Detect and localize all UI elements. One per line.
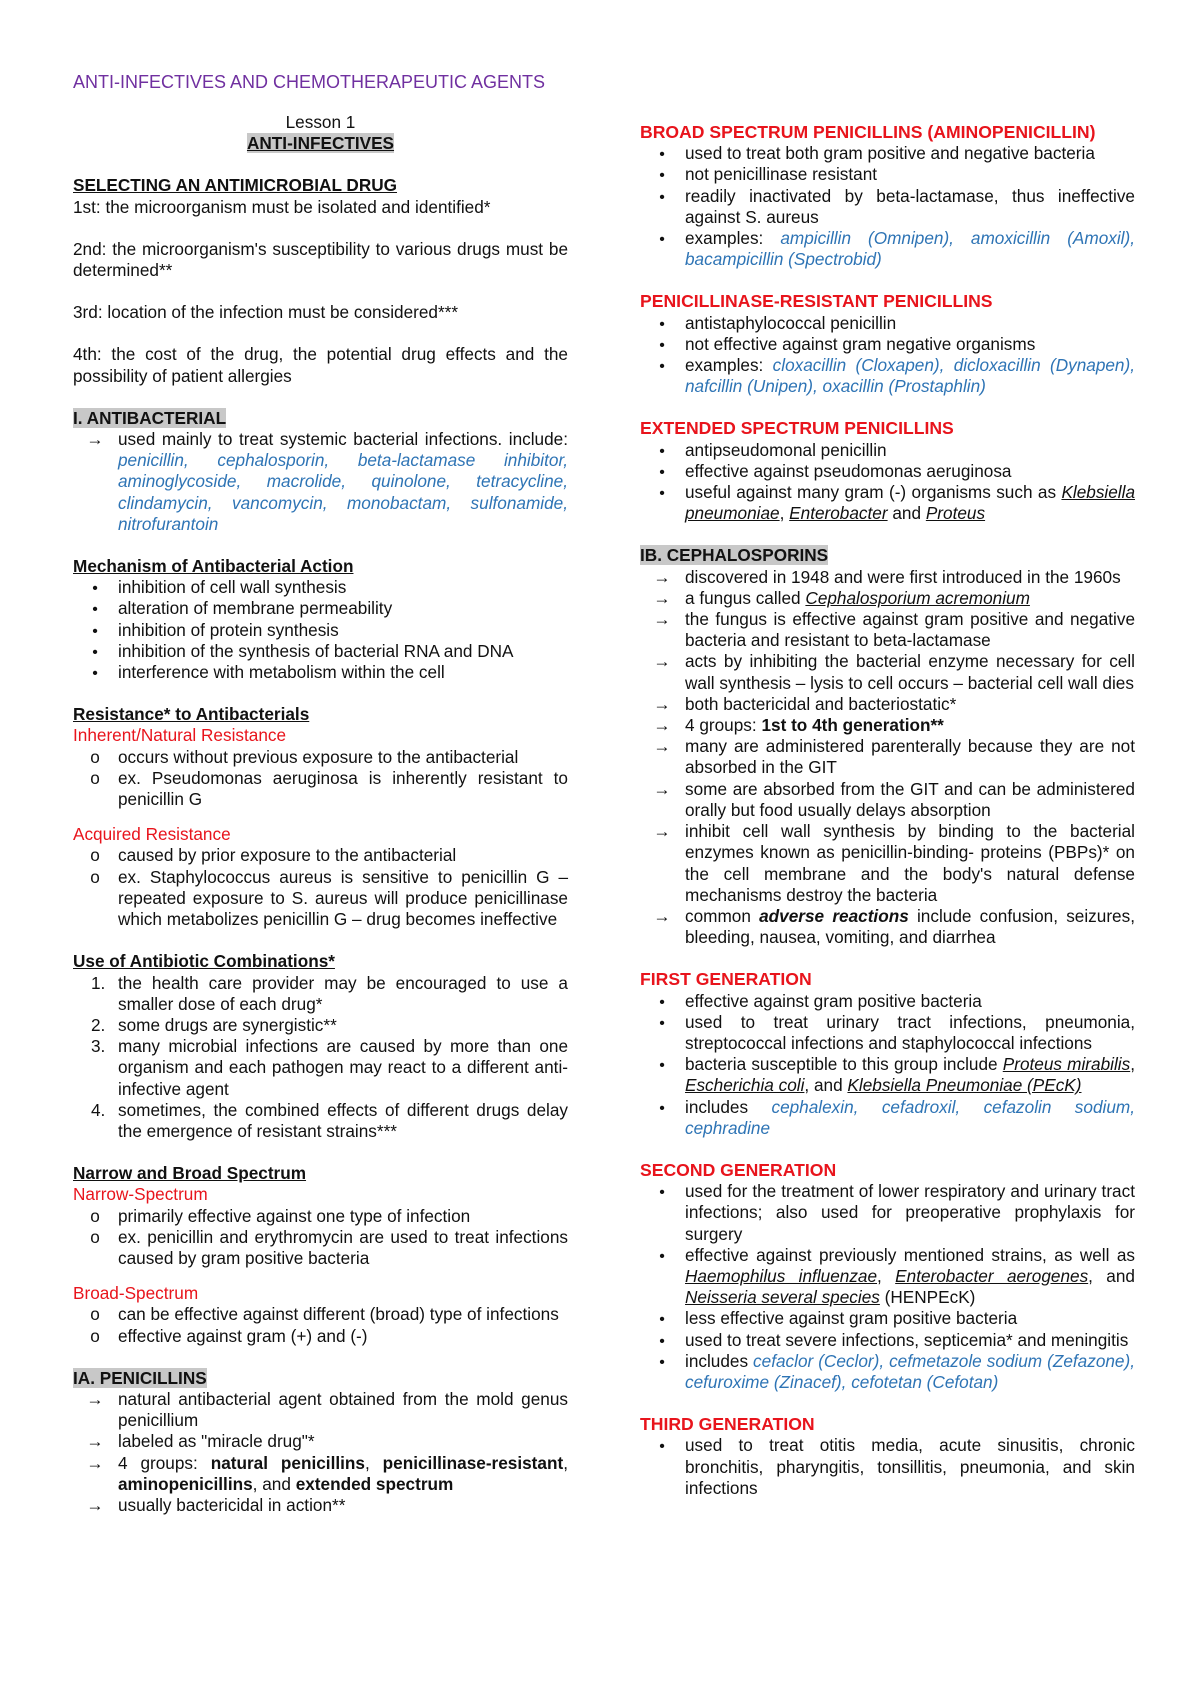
list-item: • inhibition of protein synthesis [73, 620, 568, 641]
selecting-fourth: 4th: the cost of the drug, the potential drug effects and the possibility of patient allergies [73, 344, 568, 386]
list-item: → a fungus called Cephalosporium acremonium [640, 588, 1135, 609]
list-item: → some are absorbed from the GIT and can be administered orally but food usually delays absorption [640, 779, 1135, 821]
list-item: • examples: cloxacillin (Cloxapen), dicloxacillin (Dynapen), nafcillin (Unipen), oxacillin (Prostaphlin) [640, 355, 1135, 397]
penicillins-heading: IA. PENICILLINS [73, 1367, 207, 1388]
list-item: o caused by prior exposure to the antibacterial [73, 845, 568, 866]
cephalosporins-heading: IB. CEPHALOSPORINS [640, 545, 829, 566]
antibacterial-heading: I. ANTIBACTERIAL [73, 407, 227, 428]
penase-pen-heading: PENICILLINASE-RESISTANT PENICILLINS [640, 291, 993, 312]
list-item: • effective against previously mentioned strains, as well as Haemophilus influenzae, Enterobacter aerogenes, and Neisseria several species (HENPEcK) [640, 1245, 1135, 1309]
list-item: • includes cefaclor (Ceclor), cefmetazole sodium (Zefazone), cefuroxime (Zinacef), cefotetan (Cefotan) [640, 1351, 1135, 1393]
list-item: 4. sometimes, the combined effects of different drugs delay the emergence of resistant strains*** [91, 1099, 568, 1141]
list-item: • not penicillinase resistant [640, 164, 1135, 185]
list-item: o ex. Pseudomonas aeruginosa is inherently resistant to penicillin G [73, 768, 568, 810]
selecting-heading: SELECTING AN ANTIMICROBIAL DRUG [73, 175, 398, 196]
list-item: → 4 groups: natural penicillins, penicillinase-resistant, aminopenicillins, and extended spectrum [73, 1453, 568, 1495]
list-item: • effective against pseudomonas aeruginosa [640, 461, 1135, 482]
broad-pen-heading: BROAD SPECTRUM PENICILLINS (AMINOPENICILLIN) [640, 122, 1096, 142]
list-item: • used to treat urinary tract infections, pneumonia, streptococcal infections and staphylococcal infections [640, 1012, 1135, 1054]
document-title: ANTI-INFECTIVES AND CHEMOTHERAPEUTIC AGENTS [73, 72, 546, 92]
list-item: • alteration of membrane permeability [73, 598, 568, 619]
broad-list [73, 1304, 568, 1346]
combinations-heading: Use of Antibiotic Combinations* [73, 951, 335, 972]
list-item: o can be effective against different (broad) type of infections [73, 1304, 568, 1325]
list-item: → inhibit cell wall synthesis by binding to the bacterial enzymes known as penicillin-binding- proteins (PBPs)* on the cell membrane and the body's natural defense mechanisms destroy the bacteria [640, 821, 1135, 906]
list-item: → usually bactericidal in action** [73, 1495, 568, 1516]
list-item: • useful against many gram (-) organisms such as Klebsiella pneumoniae, Enterobacter and Proteus [640, 482, 1135, 524]
list-item: → used mainly to treat systemic bacterial infections. include: penicillin, cephalosporin, beta-lactamase inhibitor, aminoglycoside, macrolide, quinolone, tetracycline, clindamycin, vancomycin, monobactam, sulfonamide, nitrofurantoin [73, 429, 568, 535]
ext-pen-heading: EXTENDED SPECTRUM PENICILLINS [640, 418, 954, 439]
list-item: • effective against gram positive bacteria [640, 991, 1135, 1012]
selecting-third: 3rd: location of the infection must be considered*** [73, 302, 459, 323]
list-item: 1. the health care provider may be encouraged to use a smaller dose of each drug* [91, 972, 568, 1014]
list-item: 2. some drugs are synergistic** [91, 1014, 337, 1035]
list-item: • includes cephalexin, cefadroxil, cefazolin sodium, cephradine [640, 1097, 1135, 1139]
third-gen-list [640, 1435, 1135, 1499]
first-gen-list [640, 991, 1135, 1139]
list-item: → 4 groups: 1st to 4th generation** [640, 715, 1135, 736]
mechanism-heading: Mechanism of Antibacterial Action [73, 556, 354, 577]
list-item: • bacteria susceptible to this group include Proteus mirabilis, Escherichia coli, and Klebsiella Pneumoniae (PEcK) [640, 1054, 1135, 1096]
left-column [73, 112, 568, 1516]
list-item: • inhibition of the synthesis of bacterial RNA and DNA [73, 641, 568, 662]
list-item: o occurs without previous exposure to the antibacterial [73, 747, 568, 768]
spectrum-heading: Narrow and Broad Spectrum [73, 1163, 307, 1184]
first-gen-heading: FIRST GENERATION [640, 969, 812, 990]
mechanism-list [73, 577, 568, 683]
list-item: • used for the treatment of lower respiratory and urinary tract infections; also used for preoperative prophylaxis for surgery [640, 1181, 1135, 1245]
antibacterial-list [73, 429, 568, 535]
acquired-list [73, 845, 568, 930]
second-gen-list [640, 1181, 1135, 1393]
third-gen-heading: THIRD GENERATION [640, 1414, 815, 1435]
list-item: o ex. penicillin and erythromycin are used to treat infections caused by gram positive bacteria [73, 1227, 568, 1269]
list-item: → acts by inhibiting the bacterial enzyme necessary for cell wall synthesis – lysis to cell occurs – bacterial cell wall dies [640, 651, 1135, 693]
list-item: • inhibition of cell wall synthesis [73, 577, 568, 598]
penase-pen-list [640, 313, 1135, 398]
list-item: • less effective against gram positive bacteria [640, 1308, 1135, 1329]
list-item: o effective against gram (+) and (-) [73, 1326, 568, 1347]
list-item: • readily inactivated by beta-lactamase, thus ineffective against S. aureus [640, 186, 1135, 228]
inherent-label: Inherent/Natural Resistance [73, 725, 287, 746]
broad-label: Broad-Spectrum [73, 1283, 199, 1304]
list-item: → the fungus is effective against gram positive and negative bacteria and resistant to beta-lactamase [640, 609, 1135, 651]
antibacterial-drugs: penicillin, cephalosporin, beta-lactamase inhibitor, aminoglycoside, macrolide, quinolone, tetracycline, clindamycin, vancomycin, monobactam, sulfonamide, nitrofurantoin [118, 450, 568, 534]
list-item: → common adverse reactions include confusion, seizures, bleeding, nausea, vomiting, and diarrhea [640, 906, 1135, 948]
cephalosporins-list [640, 567, 1135, 949]
list-item: → natural antibacterial agent obtained from the mold genus penicillium [73, 1389, 568, 1431]
list-item: → discovered in 1948 and were first introduced in the 1960s [640, 567, 1135, 588]
broad-pen-list [640, 143, 1135, 270]
penicillins-list [73, 1389, 568, 1516]
list-item: → many are administered parenterally because they are not absorbed in the GIT [640, 736, 1135, 778]
inherent-list [73, 747, 568, 811]
list-item: • interference with metabolism within the cell [73, 662, 568, 683]
list-item: • antipseudomonal penicillin [640, 440, 1135, 461]
list-item: • used to treat both gram positive and negative bacteria [640, 143, 1135, 164]
combinations-list [73, 973, 568, 1143]
selecting-second: 2nd: the microorganism's susceptibility to various drugs must be determined** [73, 238, 568, 281]
list-item: → labeled as "miracle drug"* [73, 1431, 568, 1452]
selecting-first: 1st: the microorganism must be isolated and identified* [73, 196, 491, 217]
lesson-label: Lesson 1 [285, 112, 356, 132]
second-gen-heading: SECOND GENERATION [640, 1159, 837, 1180]
acquired-label: Acquired Resistance [73, 824, 231, 845]
list-item: • antistaphylococcal penicillin [640, 313, 1135, 334]
list-item: • used to treat severe infections, septicemia* and meningitis [640, 1330, 1135, 1351]
list-item: o ex. Staphylococcus aureus is sensitive to penicillin G – repeated exposure to S. aureus will produce penicillinase which metabolizes penicillin G – drug becomes ineffective [73, 867, 568, 931]
list-item: • used to treat otitis media, acute sinusitis, chronic bronchitis, pharyngitis, tonsillitis, pneumonia, and skin infections [640, 1435, 1135, 1499]
narrow-label: Narrow-Spectrum [73, 1184, 208, 1205]
list-item: • not effective against gram negative organisms [640, 334, 1135, 355]
right-column [640, 122, 1135, 1499]
main-heading: ANTI-INFECTIVES [246, 133, 395, 154]
list-item: → both bactericidal and bacteriostatic* [640, 694, 1135, 715]
narrow-list [73, 1206, 568, 1270]
list-item: 3. many microbial infections are caused by more than one organism and each pathogen may react to a different anti-infective agent [91, 1036, 568, 1099]
list-item: • examples: ampicillin (Omnipen), amoxicillin (Amoxil), bacampicillin (Spectrobid) [640, 228, 1135, 270]
list-item: o primarily effective against one type of infection [73, 1206, 568, 1227]
resistance-heading: Resistance* to Antibacterials [73, 704, 310, 725]
ext-pen-list [640, 440, 1135, 525]
